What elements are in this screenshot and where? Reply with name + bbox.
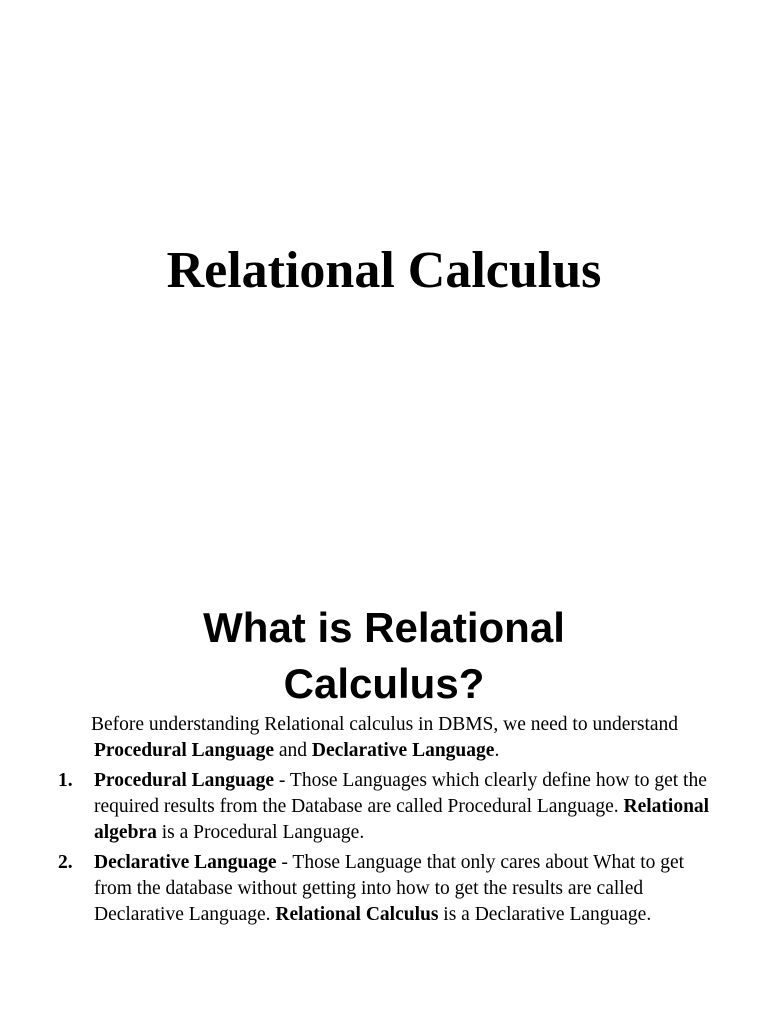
- list-item-term: Procedural Language: [94, 770, 275, 791]
- list-item-text-end: is a Procedural Language.: [156, 822, 365, 843]
- section-heading-line-1: What is Relational: [203, 604, 565, 651]
- list-item: [58, 768, 718, 846]
- list-item-text: - Those Languages which clearly define how to get the required results from the Database are called Procedural Language.: [94, 770, 707, 817]
- list-item-number: 1.: [58, 770, 73, 791]
- body-content: [58, 712, 718, 932]
- intro-bold-procedural: Procedural Language: [94, 740, 275, 761]
- intro-text-2: and: [274, 740, 312, 761]
- list-item-text-end: is a Declarative Language.: [438, 904, 652, 925]
- list-item-number: 2.: [58, 852, 73, 873]
- list-item-text: - Those Language that only cares about What to get from the database without getting into how to get the results are called Declarative Language.: [94, 852, 685, 925]
- intro-text-3: .: [494, 740, 500, 761]
- section-heading: [0, 600, 768, 712]
- list-item-bold: Relational algebra: [94, 796, 710, 843]
- intro-paragraph: [58, 712, 718, 764]
- definition-list: [58, 768, 718, 928]
- section-heading-line-2: Calculus?: [283, 660, 485, 707]
- list-item: [58, 850, 718, 928]
- intro-bold-declarative: Declarative Language: [311, 740, 495, 761]
- intro-text-1: Before understanding Relational calculus in DBMS, we need to understand: [91, 714, 679, 735]
- list-item-term: Declarative Language: [94, 852, 277, 873]
- list-item-bold: Relational Calculus: [275, 904, 439, 925]
- slide-title: Relational Calculus: [166, 242, 602, 299]
